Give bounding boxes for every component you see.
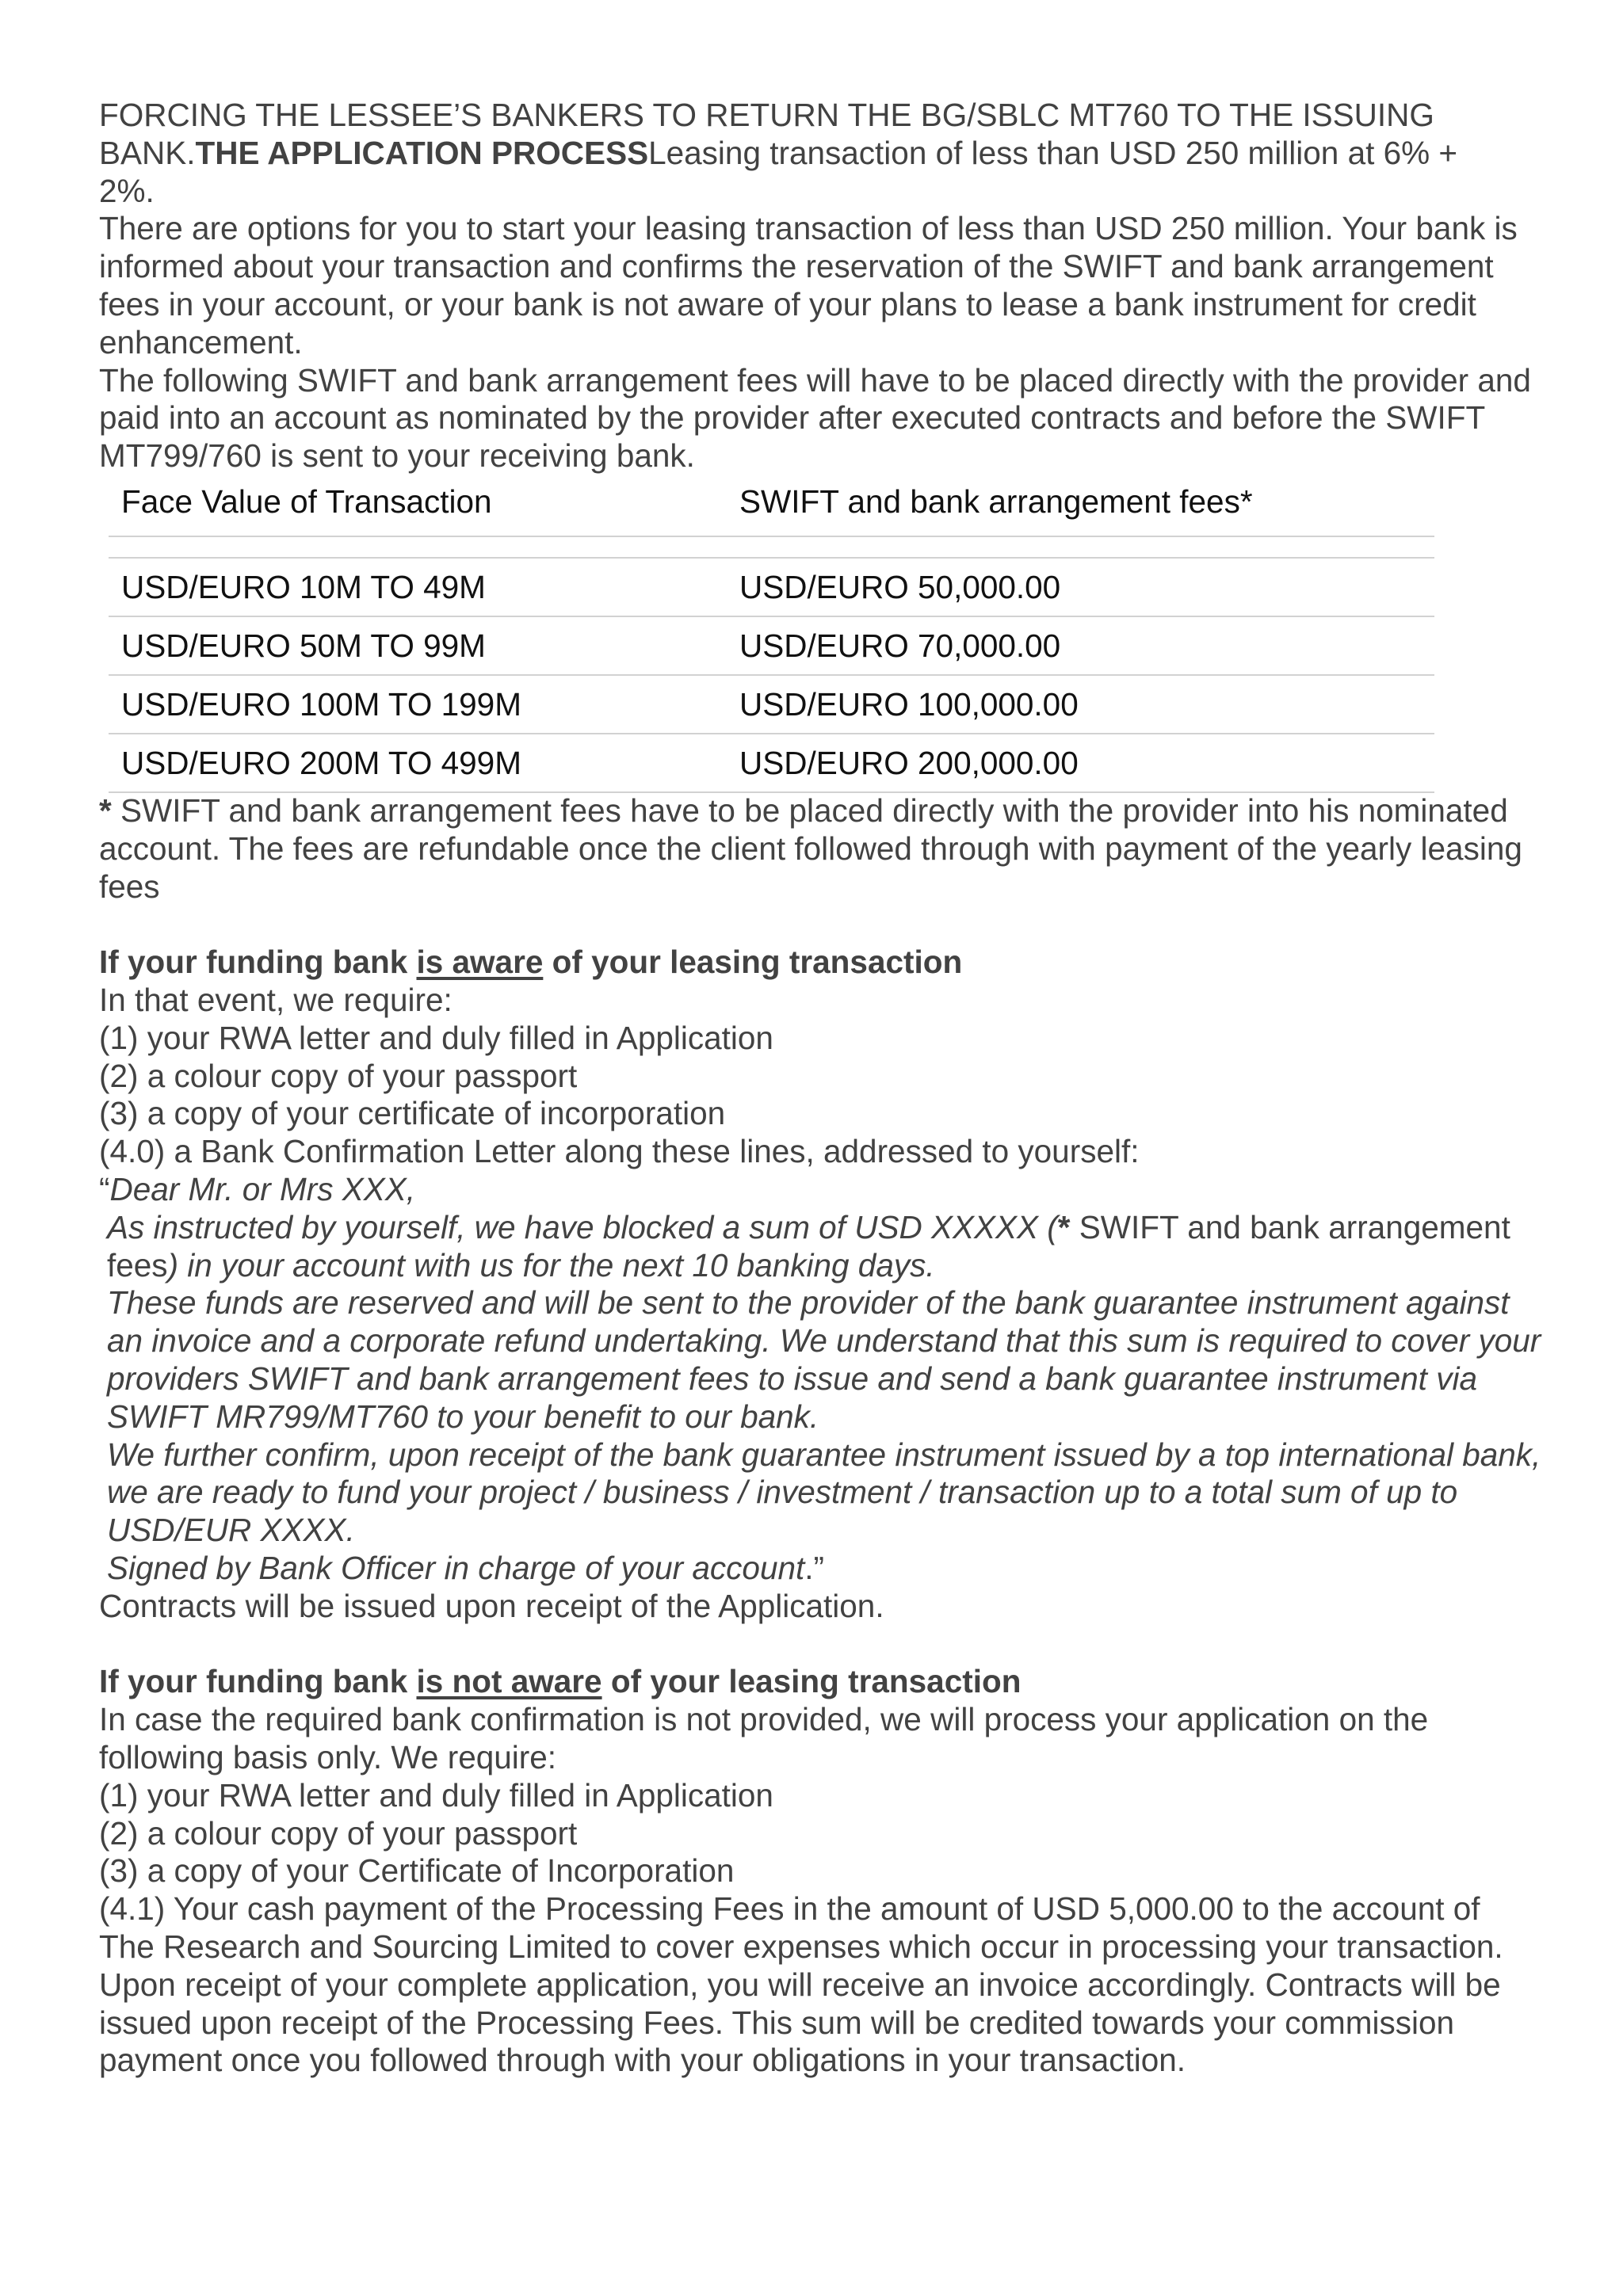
section-intro: In that event, we require:: [99, 981, 453, 1018]
divider: [109, 674, 1434, 676]
list-item: (1) your RWA letter and duly filled in Application: [99, 1776, 773, 1814]
footnote-text: SWIFT and bank arrangement fees have to be placed directly with the provider into his nominated account. The fees are refundable once the client followed through with payment of the yearly leasing fees: [99, 792, 1522, 905]
letter-salutation: [99, 1171, 1541, 1209]
intro-line-2-prefix: BANK.: [99, 134, 196, 171]
letter-paragraph: [99, 1209, 1541, 1285]
blank-line: [99, 906, 1541, 944]
list-item: (2) a colour copy of your passport: [99, 1057, 578, 1094]
fees-paragraph: The following SWIFT and bank arrangement fees will have to be placed directly with the provider and paid into an account as nominated by the provider after executed contracts and before the SWIFT MT799/760 is sent to your receiving bank.: [99, 361, 1531, 475]
footnote: [99, 792, 1541, 906]
open-quote: “: [99, 1170, 110, 1207]
options-paragraph: There are options for you to start your leasing transaction of less than USD 250 million. Your bank is informed about your transaction and confirms the reservation of the SWIFT and bank arrangement fees in your account, or your bank is not aware of your plans to lease a bank instrument for credit enhancement.: [99, 210, 1518, 360]
intro-line-2-rest: Leasing transaction of less than USD 250 million at 6% +: [648, 134, 1458, 171]
signature-text: Signed by Bank Officer in charge of your account: [107, 1549, 805, 1586]
fee-cell: USD/EURO 100,000.00: [739, 686, 1079, 723]
divider: [109, 557, 1434, 559]
fee-cell: USD/EURO 50,000.00: [739, 569, 1061, 605]
table-header-fees: SWIFT and bank arrangement fees*: [739, 483, 1253, 520]
face-value-cell: USD/EURO 50M TO 99M: [121, 627, 486, 664]
letter-paragraph: We further confirm, upon receipt of the bank guarantee instrument issued by a top international bank, we are ready to fund your project / business / investment / transaction up to a total sum of up to USD/EUR XXXX.: [107, 1436, 1541, 1549]
close-quote: .”: [804, 1549, 824, 1586]
list-item: (3) a copy of your certificate of incorporation: [99, 1095, 726, 1132]
heading-underlined: is aware: [416, 944, 544, 981]
letter-signature: [99, 1550, 1541, 1588]
list-item: (4.1) Your cash payment of the Processing Fees in the amount of USD 5,000.00 to the account of The Research and Sourcing Limited to cover expenses which occur in processing your transaction. Upon receipt of your complete application, you will receive an invoice accordingly. Contracts will be issued upon receipt of the Processing Fees. This sum will be credited towards your commission payment once you followed through with your obligations in your transaction.: [99, 1890, 1503, 2079]
intro-line-1: FORCING THE LESSEE’S BANKERS TO RETURN THE BG/SBLC MT760 TO THE ISSUING: [99, 97, 1434, 133]
divider: [109, 536, 1434, 537]
fee-cell: USD/EURO 200,000.00: [739, 745, 1079, 781]
section-heading-not-aware: [99, 1663, 1541, 1701]
table-header-face-value: Face Value of Transaction: [121, 483, 492, 520]
fee-cell: USD/EURO 70,000.00: [739, 627, 1061, 664]
intro-line: [99, 135, 1541, 173]
face-value-cell: USD/EURO 100M TO 199M: [121, 686, 521, 723]
letter-p1-star: *: [1057, 1208, 1071, 1245]
list-item: (2) a colour copy of your passport: [99, 1814, 578, 1852]
face-value-cell: USD/EURO 10M TO 49M: [121, 569, 486, 605]
intro-line: [99, 97, 1541, 135]
list-item: (4.0) a Bank Confirmation Letter along these lines, addressed to yourself:: [99, 1133, 1140, 1170]
body-section: [99, 792, 1541, 2080]
letter-paragraph: These funds are reserved and will be sent to the provider of the bank guarantee instrument against an invoice and a corporate refund undertaking. We understand that this sum is required to cover your providers SWIFT and bank arrangement fees to issue and send a bank guarantee instrument via SWIFT MR799/MT760 to your benefit to our bank.: [107, 1284, 1541, 1435]
contracts-note: Contracts will be issued upon receipt of the Application.: [99, 1587, 884, 1624]
letter-p1-c: ) in your account with us for the next 10 banking days.: [167, 1246, 935, 1283]
intro-line: [99, 173, 1541, 211]
list-item: (1) your RWA letter and duly filled in Application: [99, 1019, 773, 1056]
letter-p1-b: SWIFT and bank arrangement fees: [107, 1208, 1510, 1283]
heading-prefix: If your funding bank: [99, 944, 417, 981]
blank-line: [99, 1626, 1541, 1664]
heading-prefix: If your funding bank: [99, 1663, 417, 1700]
intro-line-3: 2%.: [99, 172, 155, 209]
heading-underlined: is not aware: [416, 1663, 602, 1700]
heading-suffix: of your leasing transaction: [543, 944, 963, 981]
face-value-cell: USD/EURO 200M TO 499M: [121, 745, 521, 781]
divider: [109, 733, 1434, 734]
heading-suffix: of your leasing transaction: [601, 1663, 1022, 1700]
application-process-heading: THE APPLICATION PROCESS: [195, 134, 649, 171]
footnote-star: *: [99, 792, 112, 829]
divider: [109, 616, 1434, 617]
section-heading-aware: [99, 944, 1541, 982]
intro-section: [99, 97, 1541, 475]
salutation-text: Dear Mr. or Mrs XXX,: [109, 1170, 416, 1207]
list-item: (3) a copy of your Certificate of Incorporation: [99, 1852, 735, 1890]
letter-p1-a: As instructed by yourself, we have blocked a sum of USD XXXXX (: [107, 1208, 1058, 1245]
section-intro: In case the required bank confirmation is not provided, we will process your application on the following basis only. We require:: [99, 1701, 1429, 1775]
